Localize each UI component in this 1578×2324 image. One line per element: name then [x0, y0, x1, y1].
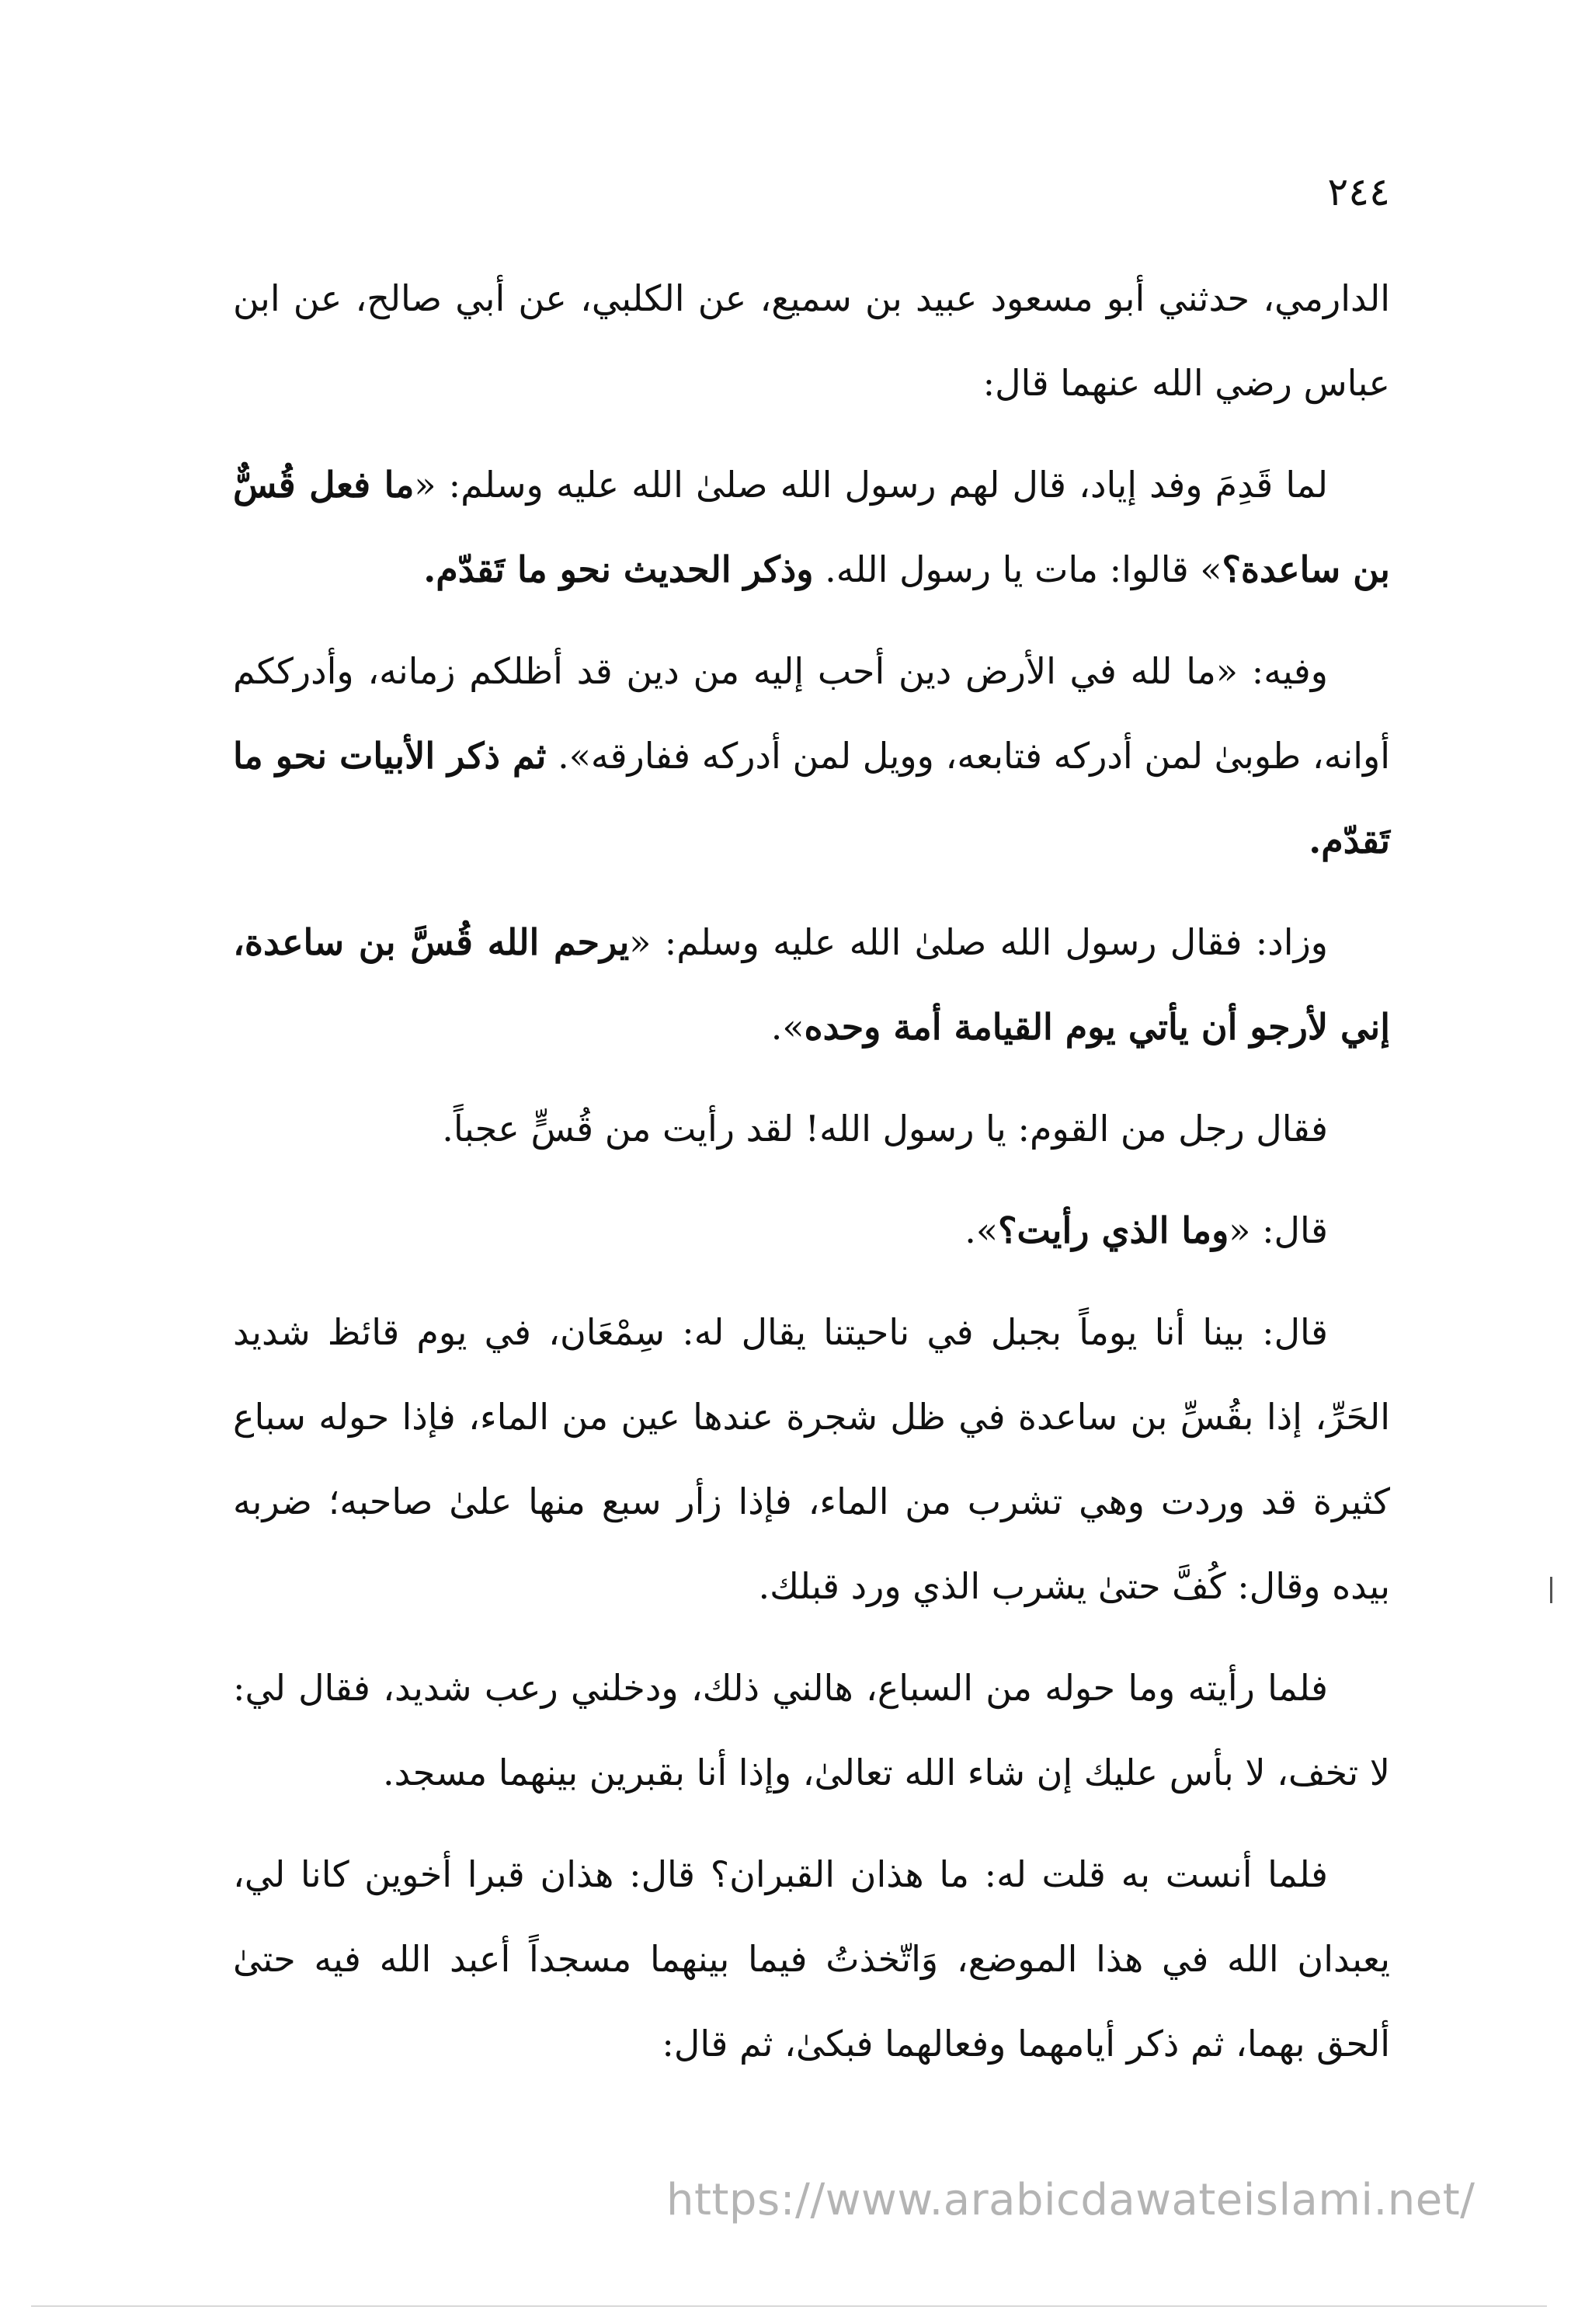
- text-run: وفيه: «ما لله في الأرض دين أحب إليه من دين قد أظلكم زمانه، وأدرككم أوانه، طوبىٰ لمن أدركه فتابعه، وويل لمن أدركه ففارقه».: [233, 650, 1390, 777]
- paragraph: [233, 1832, 1390, 2086]
- text-run: فلما رأيته وما حوله من السباع، هالني ذلك، ودخلني رعب شديد، فقال لي: لا تخف، لا بأس عليك إن شاء الله تعالىٰ، وإذا أنا بقبرين بينهما مسجد.: [233, 1667, 1390, 1793]
- bold-text: ثم ذكر الأبيات نحو ما تَقدّم.: [233, 735, 1390, 861]
- text-run: قال: بينا أنا يوماً بجبل في ناحيتنا يقال له: سِمْعَان، في يوم قائظ شديد الحَرِّ، إذا بقُسِّ بن ساعدة في ظل شجرة عندها عين من الماء، فإذا حوله سباع كثيرة قد وردت وهي تشرب من الماء، فإذا زأر سبع منها علىٰ صاحبه؛ ضربه بيده وقال: كُفَّ حتىٰ يشرب الذي ورد قبلك.: [233, 1311, 1390, 1607]
- watermark-url: https://www.arabicdawateislami.net/: [666, 2175, 1475, 2225]
- bold-text: ما فعل قُسٌّ بن ساعدة؟: [233, 464, 1390, 590]
- bold-text: وما الذي رأيت؟: [998, 1209, 1229, 1251]
- text-run: » قالوا: مات يا رسول الله.: [813, 548, 1222, 590]
- paragraph: [233, 1646, 1390, 1815]
- paragraph: [233, 900, 1390, 1070]
- paragraph: [233, 443, 1390, 612]
- margin-mark: [1550, 1577, 1552, 1603]
- body-text: [233, 256, 1390, 2103]
- text-run: فلما أنست به قلت له: ما هذان القبران؟ قال: هذان قبرا أخوين كانا لي، يعبدان الله في هذا الموضع، وَاتّخذتُ فيما بينهما مسجداً أعبد الله فيه حتىٰ ألحق بهما، ثم ذكر أيامهما وفعالهما فبكىٰ، ثم قال:: [233, 1853, 1390, 2065]
- paragraph: [233, 629, 1390, 883]
- page-number: ٢٤٤: [1327, 169, 1390, 214]
- text-run: وزاد: فقال رسول الله صلىٰ الله عليه وسلم: «: [629, 921, 1328, 963]
- paragraph: [233, 256, 1390, 426]
- text-run: قال: «: [1229, 1209, 1328, 1251]
- text-run: فقال رجل من القوم: يا رسول الله! لقد رأيت من قُسٍّ عجباً.: [442, 1108, 1328, 1150]
- text-run: ».: [965, 1209, 999, 1251]
- text-run: الدارمي، حدثني أبو مسعود عبيد بن سميع، عن الكلبي، عن أبي صالح، عن ابن عباس رضي الله عنهما قال:: [233, 277, 1390, 404]
- paragraph: [233, 1290, 1390, 1629]
- text-run: ».: [770, 1006, 805, 1048]
- text-run: لما قَدِمَ وفد إياد، قال لهم رسول الله صلىٰ الله عليه وسلم: «: [414, 464, 1328, 506]
- paragraph: [233, 1188, 1390, 1273]
- bold-text: يرحم الله قُسَّ بن ساعدة، إني لأرجو أن يأتي يوم القيامة أمة وحده: [233, 921, 1390, 1048]
- paragraph: [233, 1087, 1390, 1171]
- bold-text: وذكر الحديث نحو ما تَقدّم.: [423, 548, 814, 590]
- scan-edge: [31, 2305, 1547, 2307]
